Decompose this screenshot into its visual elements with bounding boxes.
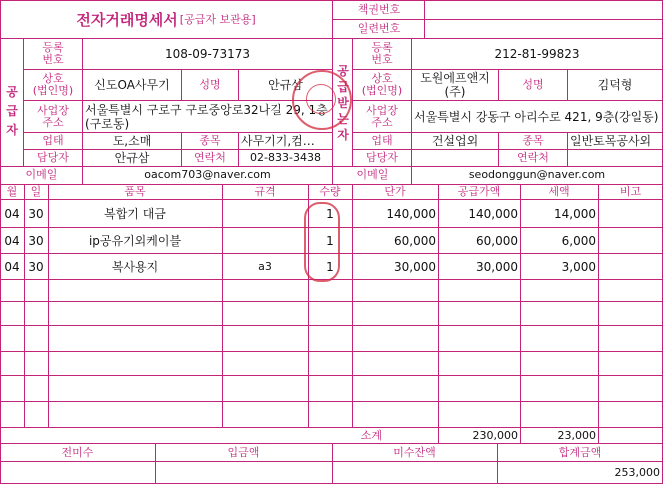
supplier-side-label: 공 급 자	[6, 85, 18, 137]
company-seal-stamp-2	[304, 202, 340, 282]
receiver-item-label: 종목	[522, 134, 544, 147]
col-header-item: 품목	[124, 184, 146, 198]
deposit-label: 입금액	[227, 445, 260, 459]
supplier-email: oacom703@naver.com	[144, 168, 271, 181]
supplier-contact-label: 연락처	[194, 151, 226, 164]
supplier-reg-no-label: 등록 번호	[42, 41, 64, 66]
document-title-text: 전자거래명세서	[76, 10, 178, 29]
document-subtitle: [공급자 보관용]	[179, 13, 256, 26]
row-day: 30	[28, 259, 44, 274]
row-qty: 1	[326, 259, 334, 274]
receiver-side-label: 공 급 받 는 자	[337, 64, 349, 142]
row-note	[598, 254, 663, 279]
company-seal-stamp	[292, 70, 352, 130]
prev-balance-label: 전미수	[61, 445, 94, 459]
supplier-email-label: 이메일	[25, 168, 58, 181]
receiver-address: 서울특별시 강동구 아리수로 421, 9층(강일동)	[414, 109, 659, 124]
deposit-value	[155, 462, 332, 483]
supplier-contact: 02-833-3438	[250, 151, 321, 164]
supplier-type-label: 업태	[42, 134, 64, 147]
supplier-type: 도,소매	[112, 134, 152, 148]
serial-no-value	[426, 20, 662, 38]
col-header-unit-price: 단가	[384, 184, 406, 198]
col-header-spec: 규격	[254, 184, 276, 198]
row-tax: 3,000	[561, 259, 596, 274]
col-header-month: 월	[6, 184, 18, 198]
col-header-tax: 세액	[548, 184, 570, 198]
receiver-type: 건설업외	[431, 134, 479, 148]
subtotal-tax: 23,000	[557, 428, 596, 442]
unpaid-value	[332, 462, 497, 483]
supplier-reg-no: 108-09-73173	[164, 47, 250, 61]
receiver-name-label: 성명	[522, 78, 544, 91]
receiver-item: 일반토목공사외	[570, 134, 652, 148]
row-supply: 60,000	[476, 233, 518, 248]
row-unit-price: 140,000	[386, 206, 436, 221]
total-value: 253,000	[614, 465, 660, 479]
total-label: 합계금액	[558, 445, 602, 459]
supplier-company: 신도OA사무기	[94, 78, 170, 92]
row-month: 04	[4, 233, 20, 248]
receiver-name: 김덕형	[597, 78, 633, 92]
row-month: 04	[4, 206, 20, 221]
receiver-manager-label: 담당자	[366, 151, 398, 164]
row-supply: 140,000	[468, 206, 518, 221]
prev-balance-value	[0, 462, 155, 483]
row-qty: 1	[326, 206, 334, 221]
supplier-manager: 안규삼	[114, 151, 150, 165]
receiver-manager	[412, 150, 498, 166]
row-day: 30	[28, 233, 44, 248]
supplier-name-label: 성명	[199, 78, 221, 91]
row-day: 30	[28, 206, 44, 221]
receiver-email: seodonggun@naver.com	[468, 168, 606, 181]
book-no-value	[426, 1, 662, 19]
row-spec	[222, 228, 308, 253]
row-tax: 14,000	[554, 206, 596, 221]
subtotal-supply: 230,000	[472, 428, 518, 442]
supplier-item-label: 종목	[199, 134, 221, 147]
company-seal-inner-ring	[306, 84, 336, 114]
receiver-company: 도원에프앤지 (주)	[420, 71, 490, 99]
row-spec: a3	[258, 259, 272, 273]
supplier-address: 서울특별시 구로구 구로중앙로32나길 29, 1층(구로동)	[85, 102, 328, 131]
row-item: 복합기 대금	[104, 206, 166, 221]
row-note	[598, 228, 663, 253]
supplier-address-label: 사업장 주소	[37, 103, 69, 129]
subtotal-label: 소계	[360, 428, 382, 442]
col-header-qty: 수량	[319, 184, 341, 198]
supplier-name: 안규삼	[268, 78, 303, 92]
row-item: ip공유기외케이블	[88, 233, 182, 248]
row-unit-price: 30,000	[394, 259, 436, 274]
receiver-company-label: 상호 (법인명)	[361, 72, 403, 97]
book-no-label: 책권번호	[357, 3, 401, 16]
col-header-day: 일	[30, 184, 42, 198]
row-note	[598, 200, 663, 227]
row-month: 04	[4, 259, 20, 274]
row-item: 복사용지	[111, 259, 159, 274]
serial-no-label: 일련번호	[357, 22, 401, 35]
receiver-type-label: 업태	[371, 134, 393, 147]
supplier-item: 사무기기,컴…	[241, 134, 315, 148]
receiver-email-label: 이메일	[356, 168, 389, 181]
col-header-note: 비고	[619, 184, 642, 198]
receiver-address-label: 사업장 주소	[366, 103, 398, 129]
row-tax: 6,000	[561, 233, 596, 248]
row-unit-price: 60,000	[394, 233, 436, 248]
document-title	[0, 0, 332, 38]
receiver-reg-no-label: 등록 번호	[371, 41, 393, 66]
col-header-supply: 공급가액	[457, 184, 501, 198]
receiver-contact-label: 연락처	[517, 151, 549, 164]
supplier-company-label: 상호 (법인명)	[32, 72, 74, 97]
row-spec	[222, 200, 308, 227]
row-supply: 30,000	[476, 259, 518, 274]
unpaid-label: 미수잔액	[393, 445, 436, 459]
receiver-contact	[568, 150, 662, 166]
supplier-manager-label: 담당자	[37, 151, 69, 164]
receiver-reg-no: 212-81-99823	[494, 47, 580, 61]
row-qty: 1	[326, 233, 334, 248]
